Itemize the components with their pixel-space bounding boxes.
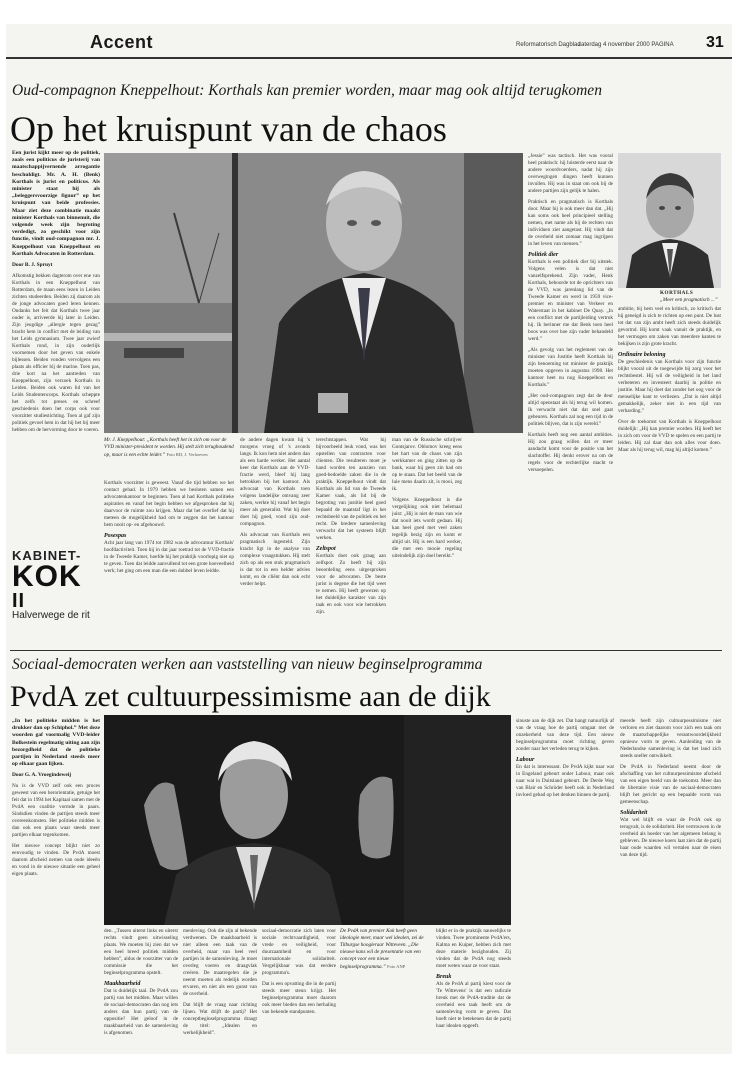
story1-col2-subhead: Posespas [104,533,127,539]
story1-col3-text: de andere dagen kwam hij 's morgens vroeg of 's avonds langs. Ik kon hem niet anders dan als een harde werker. Het aantal keer dat Korthals aan de VVD-fractie werd, bleef hij lang betrokken bij het kantoor. Als advocaat van Korthals toen volgens landelijke omvang zeer zaken, werkte hij vanaf het begin meer als generalist. Wat hij doet doet hij goed, vond zijn oud-compagnon. [240,437,310,527]
story1-column-4 [316,437,386,645]
story1-lead: Een jurist kijkt meer op de politiek, zoals een politicus de juristerij van maatschappijvernende arrogantie beschuldigt. Mr. A. H. (Benk) Korthals is jurist en politicus. Als minister staat hij als „beleggersvoorzige figuur” op het kruispunt van beide professies. Maar ziet deze combinatie maakt minister Korthals van binnenuit, die volgende week zijn begroting verdedigt, zo geschikt voor zijn functie, vindt oud-compagnon mr. J. Kneppelhout van Kneppelhout en Korthals Advocaten in Rotterdam. [12,150,100,257]
paper-name: Reformatorisch Dagblad [516,42,581,48]
story2-col2-text: den. „Tussen uiterst links en uiterst rechts vindt geen uitwisseling plaats. We moeten bij zien dat we een heel breed politiek midden hebben”, aldus de voorzitter van de commissie die het beginselprogramma opstelt. [104,928,178,976]
story1-col6-subhead: Politiek dier [528,252,559,258]
story2-col4-text2: Dat is een opvatting die in de partij steeds meer steun krijgt. Het beginselprogramma moet daarom ook meer bieden dan een herhaling van bekende standpunten. [262,981,336,1015]
story1-kicker: Oud-compagnon Kneppelhout: Korthals kan premier worden, maar mag ook altijd terugkomen [12,82,602,99]
story1-headline: Op het kruispunt van de chaos [10,109,447,149]
story1-col5-text: man van de Russische schrijver Gontsjarov. Oblomov kreeg eens het hart van de chaos van zijn werkkamer en ging zitten op de bank, waar hij geen zin had om op te staan. Dat het beeld van de luie mens daarin zit, is mooi, zeg ik. [392,437,462,492]
story1-col2-text2: Acht jaar lang van 1974 tot 1982 was de advocatuur Korthals' hoofdactiviteit. Toen hij in dat jaar toetrad tot de VVD-fractie in de Tweede Kamer, hoefde hij het praktijk voorlopig niet op te geven. Toen dat leidde aanvullend tot een grote hoeveelheid werk; het ging om een man die een dubbel leven leidde. [104,540,234,574]
story2-lead: „In het politieke midden is het drukker dan op Schiphol.” Met deze woorden gaf voormalig VVD-leider Bolkestein regelmatig uiting aan zijn bezorgdheid dat de politieke partijen in Nederland steeds meer op elkaar gaan lijken. [12,718,100,768]
story1-col6-text2: Praktisch en pragmatisch is Korthals door. Maar hij is ook meer dan dat. „Hij kan soms ook heel principieel stelling nemen, met name als hij de rechten van individuen ziet aangetast. Hij vindt dat de overheid niet zomaar mag ingrijpen in het leven van mensen.” [528,199,613,247]
story2-main-photo [104,715,511,925]
page-number: 31 [706,34,724,51]
story-divider [10,650,722,651]
story1-photo-credit: Foto RD, J. Verhoeven [166,452,208,457]
story1-byline: Door B. J. Spruyt [12,262,53,269]
story2-col7-subhead: Solidariteit [620,810,648,816]
story1-column-6 [528,153,613,645]
story2-col3-text: menleving. Ook die zijn al bekende verdwenen. De maakbaarheid is niet alleen een taak van de overheid, maar van heel veel partijen in de samenleving. Je moet overleg voeren en draagvlak creëren. De maatregelen die je neemt moeten als redelijk worden ervaren, en niet als een gunst van de overheid. [183,928,257,997]
story1-column-2 [104,480,234,645]
story2-col7-text: meerde heeft zijn cultuurpessimisme niet verloren en ziet daarom voor zich een taak om de maatschappelijke verantwoordelijkheid opnieuw vorm te geven. Aanleiding van de Nederlandse samenleving is dat het land zich steeds sneller ontwikkelt. [620,718,721,759]
dateline: zaterdag 4 november 2000 PAGINA [578,42,674,48]
story1-col8-text: ambitie, bij hem veel en kritisch, zo kritisch dat hij geneigd is zich te richten op een punt. De lust tot dat van zijn ambt heeft zich steeds duidelijk gevormd. Hij komt vaak vanuit de praktijk, en het vermogen om zaken van meerdere kanten te bekijken is zijn grote kracht. [618,306,721,347]
masthead [6,28,732,58]
story2-column-5 [436,928,511,1048]
story2-col1-text: Nu is de VVD zelf ook een proces geweest van een herorientatie, getuige het feit dat in 1994 het Kapitaal samen met de PvdA een coalitie vormde in paars. Sindsdien vinden de partijen steeds meer overeenkomsten. Het politieke midden is dan ook een plaats waar steeds meer partijen elkaar tegenkomen. [12,783,100,839]
kok-portrait-image [104,715,511,925]
story2-column-2 [104,928,178,1048]
korthals-caption-quote: „Meer een pragmatisch ...” [660,297,718,303]
story1-col8-text2: De geschiedenis van Korthals voor zijn functie blijkt vooral uit de toegewijde bij zorg voor het rechtsbestel. Hij wil de veiligheid in het land verbeteren en investeert daarbij in politie en justitie. Maar hij doet dat zonder het oog voor de menselijke kant te verliezen. „Dat is niet altijd gemakkelijk, zeker niet in een tijd van verharding.” [618,359,721,414]
kabinet-label: KABINET- [12,548,82,563]
story1-col7-text: „Als gevolg van het reglement van de minister van Justitie heeft Korthals bij zijn benoeming tot minister de praktijk moeten opgeven in augustus 1998. Het kantoor heet nu nog Kneppelhout en Korthals.” [528,347,613,388]
kok-roman-numeral: II [12,590,26,612]
story2-col1-text2: Het nieuwe concept blijkt niet zo eenvoudig te vinden. De PvdA moest daarom afscheid nemen van oude ideeën en vond in de nieuwe situatie een geheel eigen plaats. [12,843,100,878]
story2-column-6 [516,718,614,1048]
story1-col7-text3: Korthals heeft nog een aantal ambities. Hij zou graag willen dat er meer aandacht komt voor de positie van het slachtoffer. Hij denkt erover na om de regels voor de rechterlijke macht te versoepelen. [528,432,613,473]
kabinet-kok-box [12,548,100,630]
story1-col4-text2: Korthals doet ook graag aan zelfspot. Zo heeft hij zijn beoordeling eens uitgesproken voor de advocaten. De beste jurist is degene die het tijd weet te nemen. Hij heeft gewezen op het duidelijke karakter van zijn taak en ook voor wie betrokken zijn. [316,553,386,615]
story1-col8-subhead: Ordinaire beloning [618,352,666,358]
story1-column-8 [618,306,721,645]
story1-main-photo [104,153,523,433]
story1-col4-text: terechtstappen. Wat hij bijvoorbeeld leuk vond, was het opstellen van contracten voor clienten. Die resulteren moet je hand worden ten aanzien van goed-bedoelde zaken die in de praktijk. Kneppelhout vindt dat Korthals als lid van de Tweede Kamer vaak, als lid bij de begroting van justitie heel goed bepaald de maatstaf ligt in het rechtsbeeld van de politiek en het recht. De bredere samenleving verwacht dat het systeem blijft werken. [316,437,386,541]
story2-col5-text2: Als de PvdA al partij kiest voor de 'Te Wittevens' is dat een radicale breuk met de PvdA-traditie dat de overheid een taak heeft om de samenleving vorm te geven. Dat hoeft niet te betekenen dat de partij haar idealen opgeeft. [436,981,511,1029]
story2-col6-text2: En dat is interessant. De PvdA kijkt naar wat in Engeland gebeurt onder Labour, maar ook naar wat in Duitsland gebeurt. De Derde Weg van Blair en Schröder heeft ook in Nederland invloed gehad op het denken binnen de partij. [516,764,614,798]
kabinet-subtitle: Halverwege de rit [12,610,90,621]
story2-kicker: Sociaal-democraten werken aan vaststelling van nieuw beginselprogramma [12,656,483,673]
story1-photo-caption [104,437,234,459]
story1-col1-text: Afkomstig bekken dagterom over ene van Korthals in een Kneppelhout van Rotterdam, de maan eens lezen in Leiden zichten studeerden. Beiden zij daarom als de jonge advocaten goed leren kennen. Ondanks het feit dat Korthals twee jaar ouder is, arriveerde hij later in Leiden. Zijn jeugdige „allergie tegen gezag” bracht hem in conflict met de leiding van het Leids gymnasium. Twee jaar zwierf Korthals rond, in zijn ouderlijk voornemen door het geven van enkele bijlessen. Beiden vonden vervolgens een plaats als officier bij de marine. Toen pas, drie kort na het aantreden van Kneppelhout, zijn verzoek Korthals in Leiden. Beiden ook waren lid van het Leids Studentencorps. Korthals scheppte het zelfs tot preses en schreef geschiedenis doen het corps ook voor voorzitter studiestichting. Toen al gaf zijn politiek gevoel hem in dat hij het bij meer hebben om de hervorming door te voeren. [12,273,100,434]
story1-col2-text: Korthals voorzitter is geweest. Vanaf die tijd hebben we het contact gehad. In 1979 hebben we besloten samen een advocatenkantoor te beginnen. Toen al had Korthals politieke aspiraties en vanaf het begin hebben we afgesproken dat hij daarvoor de ruimte zou krijgen. Maar dat het overlief dat hij meteen de mogelijkheid had om te zeggen dat het kantoor hem nooit op- en afgehouwd. [104,480,234,528]
story2-column-4 [262,928,336,1048]
story2-headline: PvdA zet cultuurpessimisme aan de dijk [10,680,491,713]
story2-column-3 [183,928,257,1048]
story2-caption-text: De PvdA van premier Kok heeft geen ideologie meer, maar wel idealen, zei de Tilburgse hoogleraar Witteveen. „Die nieuwe kans wil de presentatie van een concept voor een nieuw beginselprogramma.” [340,928,424,970]
story2-photo-caption [340,928,430,971]
section-title: Accent [90,32,154,52]
story1-col3-text2: Als advocaat van Korthals een pragmatisch ingesteld. Zijn kracht ligt in de analyse van complexe vraagstukken. Hij stelt zich op als een stuk pragmatisch is dat tot in een helder advies komt, en de cliënt dan ook echt verder helpt. [240,532,310,587]
story2-byline: Door G. A. Vroegindeweij [12,772,72,779]
story1-col8-text3: Over de toekomst van Korthals is Kneppelhout duidelijk: „Hij kan premier worden. Hij heeft het in zich om voor de VVD te spelen en een partij te leiden. Hij zal daar dan ook alles voor doen. Maar als hij terug wil, mag hij altijd komen.” [618,419,721,453]
story2-column-1 [12,718,100,1048]
story2-col4-text: sociaal-democratie zich laten voor sociale rechtvaardigheid, voor vrede en veiligheid, voor duurzaamheid en voor internationale solidariteit. Vergelijkbaar was dat eerdere programma's. [262,928,336,976]
story1-caption-text: Mr. J. Kneppelhout: „Korthals heeft het in zich om voor de VVD minister-president te worden. Hij stelt zich terughoudend op, maar is een echte leider.” [104,437,234,458]
story1-col6-text: „Jessie” was tactisch. Het was vooral heel praktisch: hij luisterde eerst naar de andere woordvoerders, nadat hij zijn overwegingen dingen heeft kunnen invullen. Hij was in staat om ook bij de andere partijen zijn gelijk te halen. [528,153,613,194]
story1-column-5 [392,437,462,645]
story2-photo-credit: Foto ANP [387,964,406,969]
story2-col2-subhead: Maakbaarheid [104,981,141,987]
story1-column-3 [240,437,310,645]
kok-text: KOK [12,560,82,593]
korthals-caption [660,290,722,304]
korthals-photo [618,153,721,288]
kneppelhout-portrait-image [104,153,523,433]
masthead-rule [6,57,732,59]
story2-col6-text: sinuste aan de dijk zet. Dat hangt natuurlijk af van de vraag hoe de partij omgaat met de onzekerheid van deze tijd. Een nieuw beginselprogramma moet richting geven zonder naar het verleden terug te kijken. [516,718,614,752]
story2-column-7 [620,718,721,1048]
story1-col6-text3: Korthals is een politiek dier bij uitstek. Volgens velen is dat niet vanzelfsprekend. Zijn vader, Henk Korthals, behoorde tot de oprichters van de VVD, was jarenlang lid van de Tweede Kamer en werd in 1959 vice-premier en minister van Verkeer en Waterstaat in het kabinet De Quay. „In een conflict met de partijleiding vertrok hij. Ik herinner me dat Benk toen heel boos was over hoe zijn vader behandeld werd.” [528,259,613,342]
story2-col5-text: blijkt er in de praktijk nauwelijks te vinden. Twee prominente PvdA'ers, Kalma en Kuiper, hebben zich met deze materie bezighouden. Zij vinden dat de PvdA nog steeds moet weten waar ze voor staat. [436,928,511,969]
story2-col7-text2: De PvdA in Nederland neemt door de afschaffing van het cultuurpessimisme afscheid van een eigen beeld van de toekomst. Meer dan de libertaire visie van de sociaal-democraten blijft het gericht op een bepaalde vorm van gemeenschap. [620,764,721,805]
story1-col7-text2: „Het oud-compagnon zegt dat de deur altijd openstaat als hij terug wil komen. Ik verwacht niet dat dat snel gaat gebeuren. Korthals zal nog een tijd in de politiek blijven, dat is zijn wereld.” [528,393,613,427]
story2-col5-subhead: Breuk [436,974,452,980]
story1-col5-text2: Volgens Kneppelhout is die vergelijking ook niet helemaal juist: „Hij is niet de man van wie dat nooit iets wordt gedaan. Hij kan heel goed met veel zaken tegelijk bezig zijn en komt er altijd uit. Hij is een hard werker, die met een mooie regeling uiteindelijk zijn doel bereikt.” [392,497,462,559]
korthals-caption-name: KORTHALS [660,290,694,296]
story2-col7-text3: Wat wel blijft en waar de PvdA ook op terugvalt, is de solidariteit. Het vertrouwen in de overheid als hoeder van het algemeen belang is gebleven. De nieuwe koers laat zien dat de partij haar oude waarden wil vertalen naar de eisen van deze tijd. [620,817,721,858]
story2-col3-text2: Dat blijft de vraag naar richting lijnen. Wat drijft de partij? Het conceptbeginselprogramma draagt de titel: „Idealen en werkelijkheid”. [183,1002,257,1036]
story2-col6-subhead: Labour [516,757,535,763]
story1-column-1 [12,150,100,545]
korthals-portrait-image [618,153,721,288]
story2-col2-text2: Dat is duidelijk taal. De PvdA zou partij van het midden. Maar willen de sociaal-democraten dan nog iets anders dan hun partij van de oppositie? Het geloof in de maakbaarheid van de samenleving is afgenomen. [104,988,178,1036]
kok-label [12,562,100,610]
story1-col4-subhead: Zeltspot [316,546,336,552]
